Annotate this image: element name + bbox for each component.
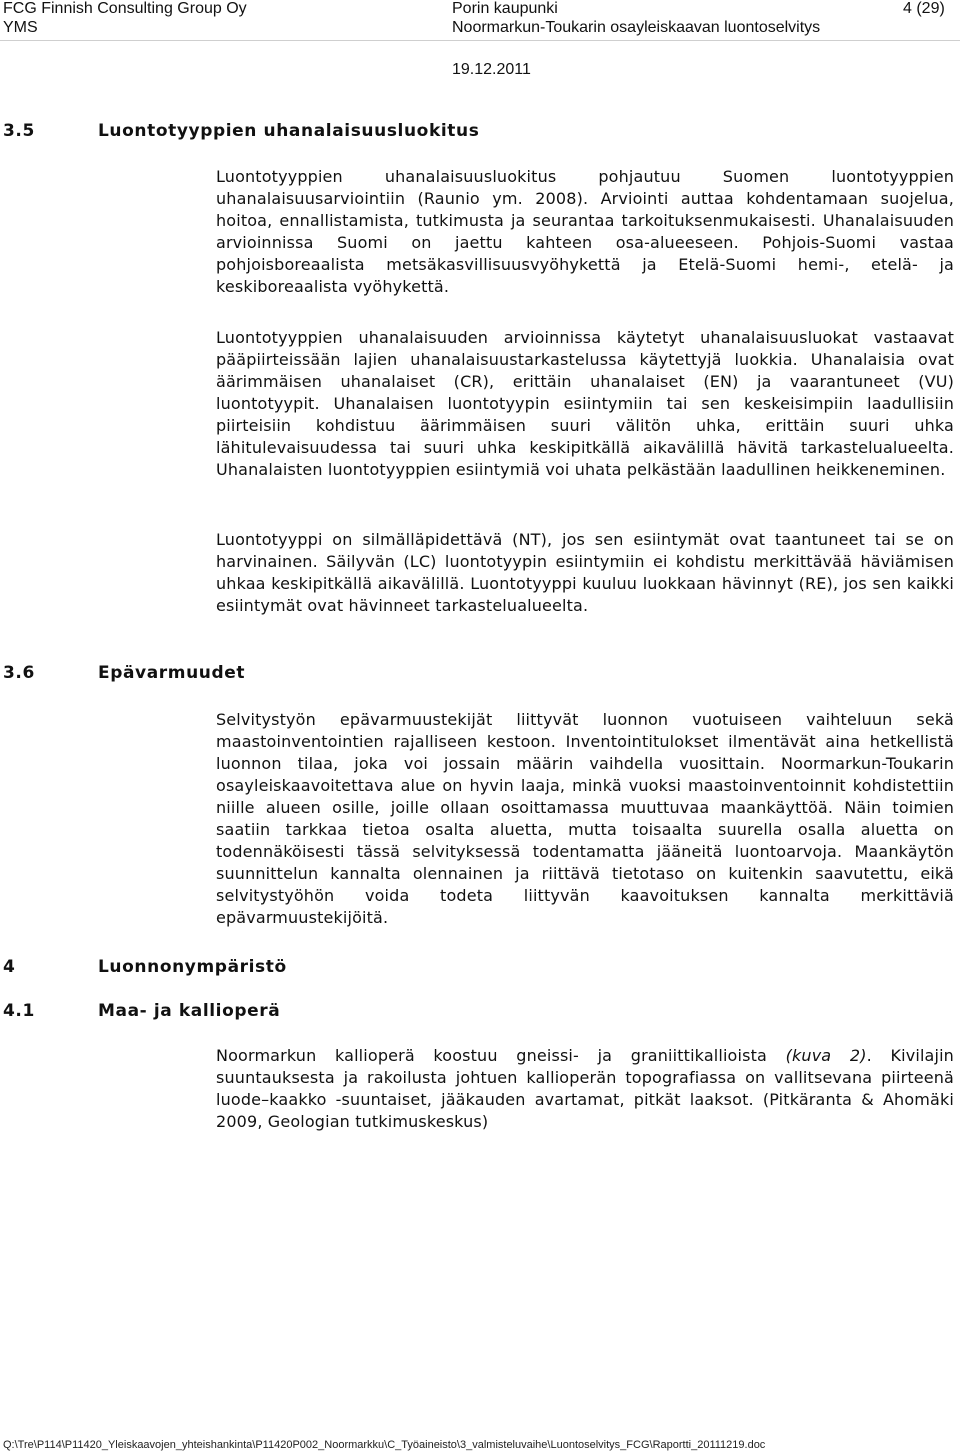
header-divider <box>0 40 960 41</box>
paragraph-text: . Kivilajin suuntauksesta ja rakoilusta johtuen kallioperän topografiassa on vallitsevana piirteenä luode–kaakko -suuntaiset, jääkauden avartamat, pitkät laaksot. (Pitkäranta & Ahomäki 2009, Geologian tutkimuskeskus) <box>216 1046 954 1131</box>
document-title: Noormarkun-Toukarin osayleiskaavan luontoselvitys <box>452 19 821 36</box>
page-number: 4 (29) <box>903 0 945 17</box>
document-date: 19.12.2011 <box>452 61 531 78</box>
unit-abbreviation: YMS <box>3 19 38 36</box>
client-name: Porin kaupunki <box>452 0 558 17</box>
paragraph-threat-categories: Luontotyyppien uhanalaisuuden arvioinnissa käytetyt uhanalaisuusluokat vastaavat pääpiirteissään lajien uhanalaisuustarkastelussa käytettyjä luokkia. Uhanalaisia ovat äärimmäisen uhanalaiset (CR), erittäin uhanalaiset (EN) ja vaarantuneet (VU) luontotyypit. Uhanalaisen luontotyypin esiintymiin tai sen keskeisimpiin laadullisiin piirteisiin kohdistuu äärimmäisen suuri välitön uhka, erittäin suuri uhka lähitulevaisuudessa tai suuri uhka keskipitkällä aikavälillä hävitä tarkastelualueelta. Uhanalaisten luontotyyppien esiintymiä voi uhata pelkästään laadullinen heikkeneminen. <box>216 328 954 479</box>
chapter-heading-4 <box>3 957 287 977</box>
section-heading-4-1 <box>3 1001 280 1021</box>
section-title: Maa- ja kallioperä <box>98 1001 281 1021</box>
company-name: FCG Finnish Consulting Group Oy <box>3 0 247 17</box>
section-number: 4.1 <box>3 1001 35 1021</box>
section-number: 3.6 <box>3 663 35 683</box>
paragraph-classification-basis: Luontotyyppien uhanalaisuusluokitus pohjautuu Suomen luontotyyppien uhanalaisuusarviointiin (Raunio ym. 2008). Arviointi auttaa kohdentamaan suojelua, hoitoa, ennallistamista, tutkimusta ja seurantaa tarkoituksenmukaisesti. Uhanalaisuuden arvioinnissa Suomi on jaettu kahteen osa-alueeseen. Pohjois-Suomi vastaa pohjoisboreaalista metsäkasvillisuusvyöhykettä ja Etelä-Suomi hemi-, etelä- ja keskiboreaalista vyöhykettä. <box>216 167 954 296</box>
paragraph-uncertainties: Selvitystyön epävarmuustekijät liittyvät luonnon vuotuiseen vaihteluun sekä maastoinventointien rajalliseen kestoon. Inventointitulokset ilmentävät aina hetkellistä luonnon tilaa, joka voi jossain määrin vaihdella vuosittain. Noormarkun-Toukarin osayleiskaavoitettava alue on hyvin laaja, minkä vuoksi maastoinventoinnit kohdistettiin niille alueen osille, joille ollaan osoittamassa muuttuvaa maankäyttöä. Näin toimien saatiin tarkkaa tietoa osalta aluetta, mutta toisaalta suurella osalla aluetta on todennäköisesti tässä selvityksessä todentamatta jääneitä luontoarvoja. Maankäytön suunnittelun kannalta olennainen ja riittävä tietotaso on kuitenkin saavutettu, eikä selvitystyöhön voida todeta liittyvän kaavoituksen kannalta merkittäviä epävarmuustekijöitä. <box>216 710 954 927</box>
section-title: Luontotyyppien uhanalaisuusluokitus <box>98 121 480 141</box>
figure-reference-link[interactable]: (kuva 2) <box>785 1046 867 1065</box>
paragraph-nt-lc-re: Luontotyyppi on silmälläpidettävä (NT), jos sen esiintymät ovat taantuneet tai se on harvinainen. Säilyvän (LC) luontotyypin esiintymiin ei kohdistu merkittävää häviämisen uhkaa keskipitkällä aikavälillä. Luontotyyppi kuuluu luokkaan hävinnyt (RE), jos sen kaikki esiintymät ovat hävinneet tarkastelualueelta. <box>216 530 954 615</box>
section-number: 3.5 <box>3 121 35 141</box>
file-path-footer: Q:\Tre\P114\P11420_Yleiskaavojen_yhteishankinta\P11420P002_Noormarkku\C_Työaineisto\3_valmisteluvaihe\Luontoselvitys_FCG\Raportti_20111219.doc <box>3 1439 766 1451</box>
section-title: Epävarmuudet <box>98 663 246 683</box>
section-heading-3-6 <box>3 663 245 683</box>
section-heading-3-5 <box>3 121 479 141</box>
paragraph-bedrock <box>216 1045 954 1133</box>
chapter-title: Luonnonympäristö <box>98 957 287 977</box>
paragraph-text: Noormarkun kallioperä koostuu gneissi- ja graniittikallioista <box>216 1046 786 1065</box>
chapter-number: 4 <box>3 957 16 977</box>
